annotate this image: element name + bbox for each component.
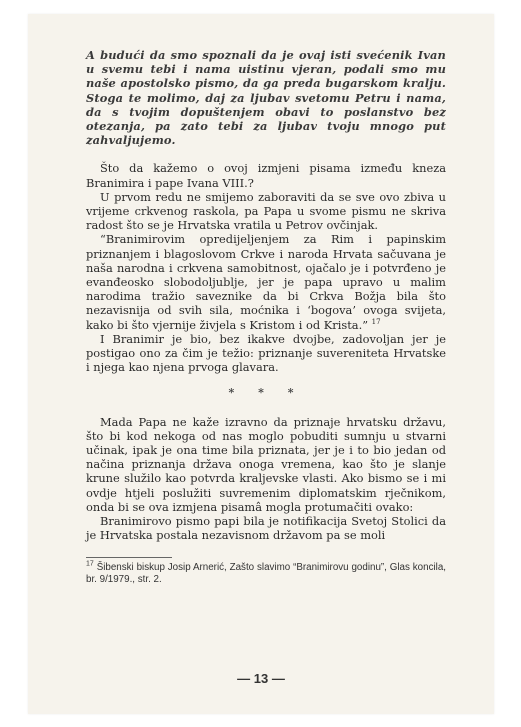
footnote-number: 17 — [86, 560, 94, 568]
footnote-text: Šibenski biskup Josip Arnerić, Zašto slavimo “Branimirovu godinu”, Glas koncila, br. 9/1979., str. 2. — [86, 561, 446, 585]
footnote — [86, 562, 446, 587]
footnote-ref: 17 — [371, 317, 381, 326]
paragraph-schism: U prvom redu ne smijemo zaboraviti da se sve ovo zbiva u vrijeme crkvenog raskola, pa Papa u svome pismu ne skriva radost što se je Hrvatska vratila u Petrov ovčinjak. — [86, 189, 446, 233]
book-page — [28, 14, 494, 714]
page-content — [86, 48, 446, 586]
paragraph-recognition: Mada Papa ne kaže izravno da priznaje hrvatsku državu, što bi kod nekoga od nas moglo pobuditi sumnju u stvarni učinak, ipak je ona time bila priznata, jer je i to bio jedan od načina priznanja država onoga vremena, kao što je slanje krune služilo kao potvrda kraljevske vlasti. Ako bismo se i mi ovdje htjeli poslužiti suvremenim diplomatskim rječnikom, onda bi se ova izmjena pisamâ mogla protumačiti ovako: — [86, 414, 446, 514]
paragraph-question: Što da kažemo o ovoj izmjeni pisama između kneza Branimira i pape Ivana VIII.? — [86, 161, 446, 190]
page-number: — 13 — — [237, 671, 285, 686]
paragraph-branimir: I Branimir je bio, bez ikakve dvojbe, zadovoljan jer je postigao ono za čim je težio: priznanje suvereniteta Hrvatske i njega kao njena prvoga glavara. — [86, 331, 446, 375]
italic-quote: A budući da smo spoznali da je ovaj isti svećenik Ivan u svemu tebi i nama uistinu vjeran, podali smo mu naše apostolsko pismo, da ga preda bugarskom kralju. Stoga te molimo, daj za ljubav svetomu Petru i nama, da s tvojim dopuštenjem obavi to poslanstvo bez otezanja, pa zato tebi za ljubav tvoju mnogo put zahvaljujemo. — [86, 48, 446, 148]
section-divider: * * * — [228, 386, 304, 400]
footnote-divider — [86, 557, 172, 558]
citation-text: “Branimirovim opredijeljenjem za Rim i papinskim priznanjem i blagoslovom Crkve i naroda Hrvata sačuvana je naša narodna i crkvena samobitnost, ojačalo je i potvrđeno je evanđeosko slobodoljublje, jer je papa upravo u malim narodima tražio saveznike da bi Crkva Božja bila što nezavisnija od svih sila, moćnika i ‘bogova’ ovoga svijeta, kako bi što vjernije živjela s Kristom i od Krista.” — [86, 232, 446, 332]
paragraph-notification: Branimirovo pismo papi bila je notifikacija Svetoj Stolici da je Hrvatska postala nezavisnom državom pa se moli — [86, 514, 446, 543]
paragraph-citation — [86, 232, 446, 331]
